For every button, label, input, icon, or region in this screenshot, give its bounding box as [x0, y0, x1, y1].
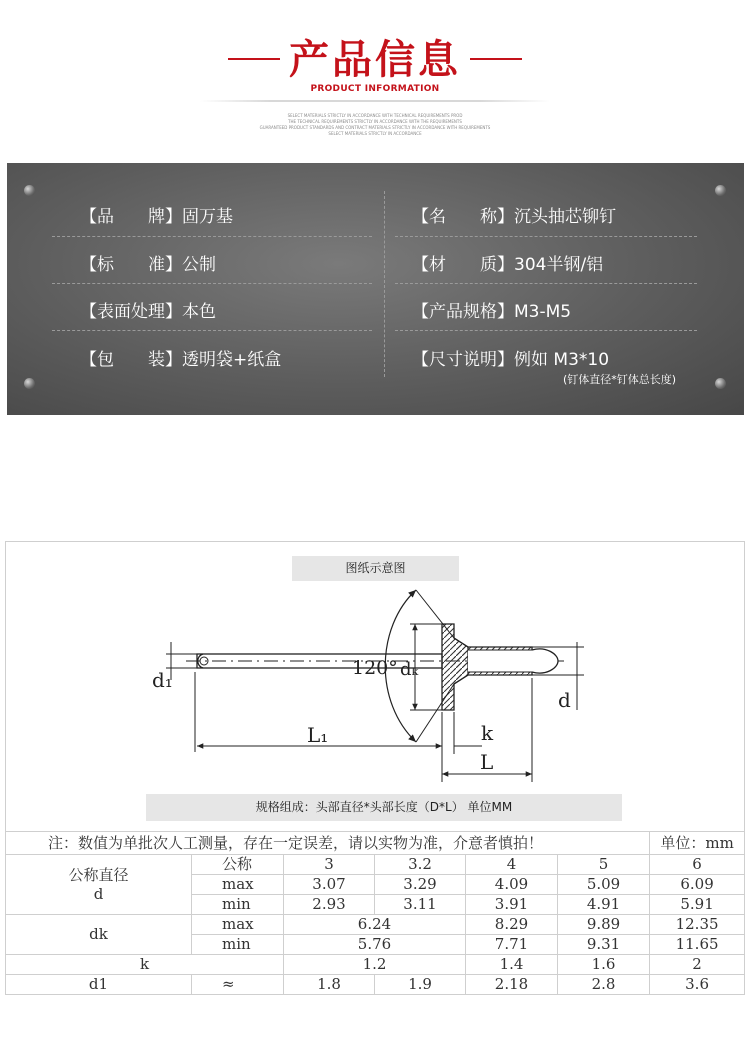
- label-angle: 120°: [352, 657, 398, 679]
- table-cell: 1.6: [558, 955, 650, 975]
- table-cell: 5.91: [650, 895, 745, 915]
- table-cell: 4.91: [558, 895, 650, 915]
- info-label: 【包 装】: [80, 350, 182, 370]
- table-cell: 5.76: [284, 935, 466, 955]
- info-size: [412, 349, 609, 371]
- label-k: k: [481, 721, 494, 745]
- page-title: 产品信息: [289, 37, 461, 83]
- info-label: 【名 称】: [412, 207, 514, 227]
- approx-symbol: ≈: [192, 975, 284, 995]
- info-material: [412, 254, 603, 276]
- table-unit: 单位：mm: [650, 832, 745, 855]
- info-label: 【材 质】: [412, 255, 514, 275]
- screw-icon: [24, 378, 35, 389]
- table-cell: 3.11: [375, 895, 466, 915]
- table-cell: 6.09: [650, 875, 745, 895]
- nominal-label-text: 公称直径: [68, 865, 129, 884]
- table-cell: 公称: [192, 855, 284, 875]
- info-name: [412, 206, 616, 228]
- table-cell: 5.09: [558, 875, 650, 895]
- rivet-body: [454, 638, 558, 684]
- table-cell: 2.93: [284, 895, 375, 915]
- title-rule-right: [470, 58, 522, 60]
- k-label: k: [6, 955, 284, 975]
- table-cell: 3.91: [466, 895, 558, 915]
- d1-label: d1: [6, 975, 192, 995]
- table-row: [6, 915, 745, 935]
- fine-print-line: GUARANTEED PRODUCT STANDARDS AND CONTRACT MATERIALS STRICTLY IN ACCORDANCE WITH REQUIREMENTS: [259, 125, 491, 130]
- table-row: [6, 832, 745, 855]
- table-cell: max: [192, 875, 284, 895]
- table-cell: 1.4: [466, 955, 558, 975]
- label-d: d: [558, 688, 571, 712]
- table-cell: 6: [650, 855, 745, 875]
- table-cell: 12.35: [650, 915, 745, 935]
- size-note: (钉体直径*钉体总长度): [563, 373, 677, 386]
- info-standard: [80, 254, 216, 276]
- info-value: 沉头抽芯铆钉: [514, 207, 616, 227]
- dk-label: dk: [6, 915, 192, 955]
- row-divider: [52, 236, 372, 237]
- row-divider: [395, 330, 697, 331]
- screw-icon: [715, 185, 726, 196]
- table-cell: 4.09: [466, 875, 558, 895]
- table-row: [6, 975, 745, 995]
- product-info-panel: [7, 163, 744, 415]
- table-row: [6, 855, 745, 875]
- table-cell: 2.8: [558, 975, 650, 995]
- table-cell: 1.8: [284, 975, 375, 995]
- table-cell: min: [192, 895, 284, 915]
- info-value: 例如 M3*10: [514, 350, 610, 370]
- table-note: 注：数值为单批次人工测量，存在一定误差，请以实物为准，介意者慎拍！: [6, 832, 650, 855]
- column-divider: [384, 191, 385, 377]
- row-divider: [52, 330, 372, 331]
- screw-icon: [715, 378, 726, 389]
- label-l: L: [480, 750, 494, 774]
- info-value: 公制: [182, 255, 216, 275]
- drawing-caption: 图纸示意图: [292, 556, 459, 581]
- table-row: [6, 955, 745, 975]
- drawing-spec-caption: 规格组成：头部直径*头部长度（D*L） 单位MM: [146, 794, 622, 821]
- info-value: 304半钢/铝: [514, 255, 604, 275]
- table-cell: max: [192, 915, 284, 935]
- table-cell: 1.9: [375, 975, 466, 995]
- header-divider: [200, 100, 550, 102]
- table-cell: 3.2: [375, 855, 466, 875]
- info-value: 本色: [182, 302, 216, 322]
- info-label: 【尺寸说明】: [412, 350, 514, 370]
- table-cell: 1.2: [284, 955, 466, 975]
- table-cell: 3.07: [284, 875, 375, 895]
- table-cell: min: [192, 935, 284, 955]
- info-packaging: [80, 349, 281, 371]
- info-brand: [80, 206, 233, 228]
- info-label: 【标 准】: [80, 255, 182, 275]
- angle-guide: [416, 590, 454, 638]
- label-d1: d₁: [152, 668, 173, 692]
- table-cell: 6.24: [284, 915, 466, 935]
- label-dk: dₖ: [400, 659, 419, 680]
- screw-icon: [24, 185, 35, 196]
- label-l1: L₁: [307, 723, 329, 747]
- nominal-label-symbol: d: [93, 884, 104, 903]
- fine-print-line: THE TECHNICAL REQUIREMENTS STRICTLY IN ACCORDANCE WITH THE REQUIREMENTS: [288, 119, 462, 124]
- table-cell: 5: [558, 855, 650, 875]
- table-cell: 3: [284, 855, 375, 875]
- table-cell: 3.29: [375, 875, 466, 895]
- table-cell: 2: [650, 955, 745, 975]
- info-surface: [80, 301, 216, 323]
- table-cell: 3.6: [650, 975, 745, 995]
- info-spec: [412, 301, 571, 323]
- technical-drawing: [5, 541, 745, 832]
- table-cell: 7.71: [466, 935, 558, 955]
- info-value: 透明袋+纸盒: [182, 350, 282, 370]
- nominal-diameter-label: [6, 855, 192, 915]
- info-label: 【表面处理】: [80, 302, 182, 322]
- row-divider: [52, 283, 372, 284]
- table-cell: 9.89: [558, 915, 650, 935]
- fine-print-line: SELECT MATERIALS STRICTLY IN ACCORDANCE WITH TECHNICAL REQUIREMENTS PROD: [287, 113, 463, 118]
- page-header: [0, 0, 750, 150]
- table-cell: 11.65: [650, 935, 745, 955]
- table-cell: 4: [466, 855, 558, 875]
- row-divider: [395, 236, 697, 237]
- info-label: 【品 牌】: [80, 207, 182, 227]
- row-divider: [395, 283, 697, 284]
- rivet-diagram: [6, 542, 744, 832]
- angle-guide: [416, 684, 454, 742]
- table-cell: 9.31: [558, 935, 650, 955]
- fine-print-line: SELECT MATERIALS STRICTLY IN ACCORDANCE: [328, 131, 422, 136]
- dimension-table: [5, 831, 745, 995]
- info-value: 固万基: [182, 207, 233, 227]
- table-cell: 8.29: [466, 915, 558, 935]
- info-value: M3-M5: [514, 302, 572, 322]
- table-cell: 2.18: [466, 975, 558, 995]
- page-subtitle: PRODUCT INFORMATION: [310, 84, 440, 94]
- info-label: 【产品规格】: [412, 302, 514, 322]
